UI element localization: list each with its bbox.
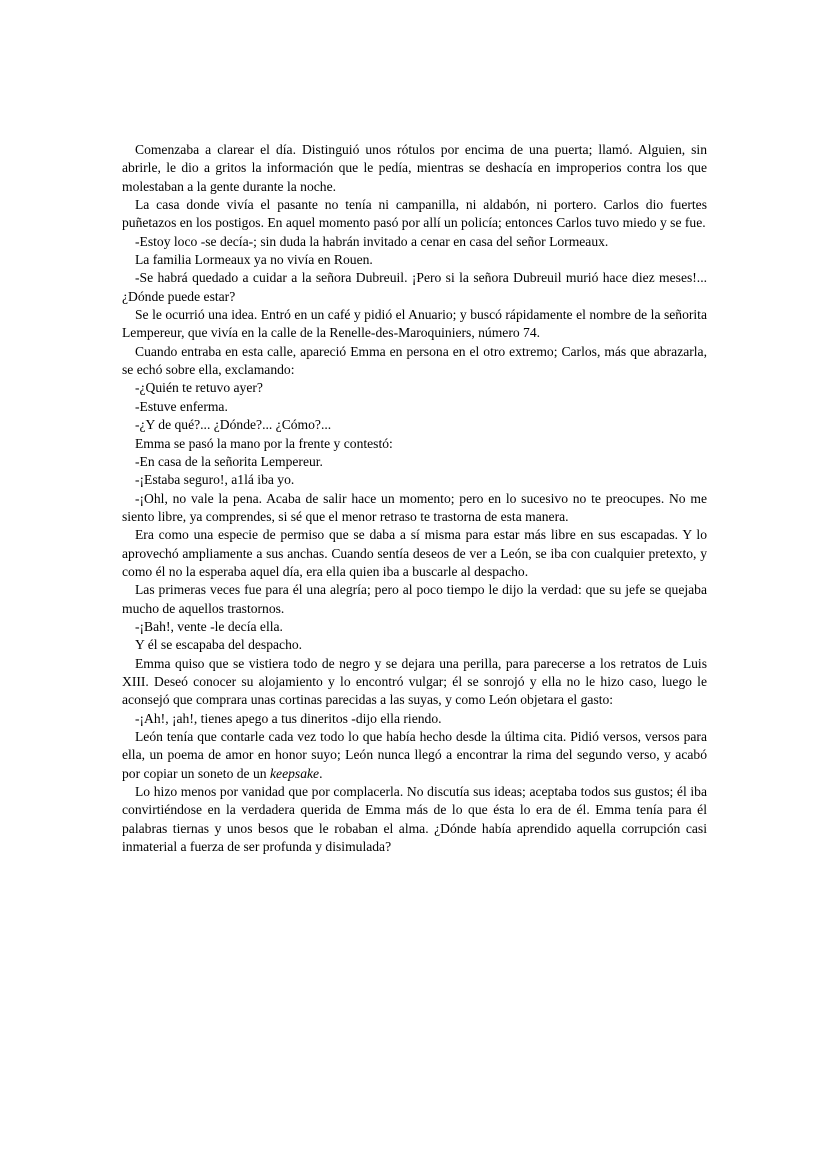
body-paragraph: Cuando entraba en esta calle, apareció Emma en persona en el otro extremo; Carlos, más que abrazarla, se echó sobre ella, exclamando:	[122, 343, 707, 378]
body-paragraph: -En casa de la señorita Lempereur.	[135, 453, 323, 469]
body-paragraph: -¡Ah!, ¡ah!, tienes apego a tus dineritos -dijo ella riendo.	[135, 710, 442, 726]
body-paragraph: -Estoy loco -se decía-; sin duda la habrán invitado a cenar en casa del señor Lormeaux.	[135, 233, 609, 249]
body-paragraph: Las primeras veces fue para él una alegría; pero al poco tiempo le dijo la verdad: que su jefe se quejaba mucho de aquellos trastornos.	[122, 582, 707, 616]
body-paragraph: -Se habrá quedado a cuidar a la señora Dubreuil. ¡Pero si la señora Dubreuil murió hace diez meses!... ¿Dónde puede estar?	[122, 270, 707, 304]
body-paragraph: Comenzaba a clarear el día. Distinguió unos rótulos por encima de una puerta; llamó. Alguien, sin abrirle, le dio a gritos la información que le pedía, mientras se deshacía en improperios contra los que molestaban a la gente durante la noche.	[122, 142, 707, 194]
body-paragraph: Y él se escapaba del despacho.	[135, 637, 303, 653]
body-text-column	[122, 141, 707, 856]
body-paragraph: -¿Quién te retuvo ayer?	[135, 380, 263, 396]
body-paragraph: -¡Estaba seguro!, a1lá iba yo.	[135, 472, 295, 488]
body-paragraph: Emma quiso que se vistiera todo de negro y se dejara una perilla, para parecerse a los retratos de Luis XIII. Deseó conocer su alojamiento y lo encontró vulgar; él se sonrojó y ella no le hizo caso, luego le aconsejó que comprara unas cortinas parecidas a las suyas, y como León objetara el gasto:	[122, 655, 707, 708]
body-paragraph: -¡Bah!, vente -le decía ella.	[135, 618, 283, 634]
body-paragraph: León tenía que contarle cada vez todo lo que había hecho desde la última cita. Pidió versos, versos para ella, un poema de amor en honor suyo; León nunca llegó a encontrar la rima del segundo verso, y acabó por copiar un soneto de un keepsake.	[122, 729, 707, 781]
body-paragraph: Lo hizo menos por vanidad que por complacerla. No discutía sus ideas; aceptaba todos sus gustos; él iba convirtiéndose en la verdadera querida de Emma más de lo que ésta lo era de él. Emma tenía para él palabras tiernas y unos besos que le robaban el alma. ¿Dónde había aprendido aquella corrupción casi inmaterial a fuerza de ser profunda y disimulada?	[122, 784, 707, 855]
body-paragraph: La familia Lormeaux ya no vivía en Rouen.	[135, 252, 373, 268]
body-paragraph: Era como una especie de permiso que se daba a sí misma para estar más libre en sus escapadas. Y lo aprovechó ampliamente a sus anchas. Cuando sentía deseos de ver a León, se iba con cualquier pretexto, y como él no la esperaba aquel día, era ella quien iba a buscarle al despacho.	[122, 527, 707, 579]
body-paragraph: La casa donde vivía el pasante no tenía ni campanilla, ni aldabón, ni portero. Carlos dio fuertes puñetazos en los postigos. En aquel momento pasó por allí un policía; entonces Carlos tuvo miedo y se fue.	[122, 197, 707, 231]
body-paragraph: -¿Y de qué?... ¿Dónde?... ¿Cómo?...	[135, 417, 332, 433]
body-paragraph: -¡Ohl, no vale la pena. Acaba de salir hace un momento; pero en lo sucesivo no te preocupes. No me siento libre, ya comprendes, si sé que el menor retraso te trastorna de esta manera.	[122, 490, 707, 524]
body-paragraph: Se le ocurrió una idea. Entró en un café y pidió el Anuario; y buscó rápidamente el nombre de la señorita Lempereur, que vivía en la calle de la Renelle-des-Maroquiniers, número 74.	[122, 307, 707, 341]
body-paragraph: -Estuve enferma.	[135, 398, 228, 414]
body-paragraph: Emma se pasó la mano por la frente y contestó:	[135, 435, 393, 451]
italic-term: keepsake	[270, 765, 320, 781]
